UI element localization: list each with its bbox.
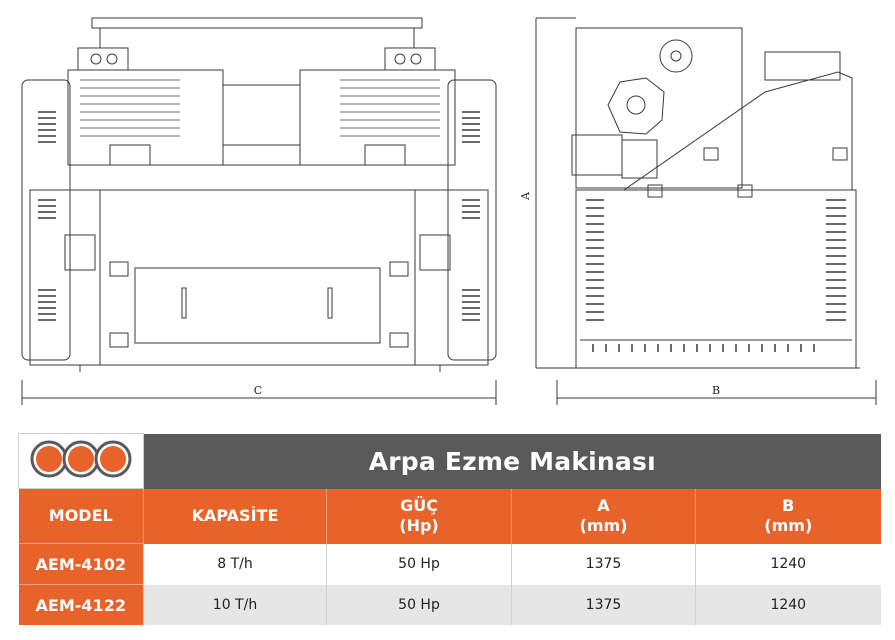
a-cell: 1375 [512,544,696,585]
power-cell: 50 Hp [327,585,512,626]
col-header-capacity: KAPASİTE [144,489,327,544]
a-cell: 1375 [512,585,696,626]
spec-table [18,433,881,625]
brand-logo [19,434,144,489]
capacity-cell: 10 T/h [144,585,327,626]
table-title: Arpa Ezme Makinası [144,434,881,489]
table-header-row [19,489,881,544]
table-row [19,544,881,585]
col-header-a: A (mm) [512,489,696,544]
col-header-model: MODEL [19,489,144,544]
front-view [22,18,496,405]
b-cell: 1240 [696,544,881,585]
dimension-b-label: B [711,384,721,397]
power-cell: 50 Hp [327,544,512,585]
model-cell: AEM-4102 [19,544,144,585]
model-cell: AEM-4122 [19,585,144,626]
table-row [19,585,881,626]
col-header-power: GÜÇ (Hp) [327,489,512,544]
capacity-cell: 8 T/h [144,544,327,585]
side-view [536,18,876,405]
b-cell: 1240 [696,585,881,626]
brand-logo-icon [29,439,133,479]
dimension-a-label: A [519,192,532,200]
col-header-b: B (mm) [696,489,881,544]
dimension-c-label: C [253,384,263,397]
